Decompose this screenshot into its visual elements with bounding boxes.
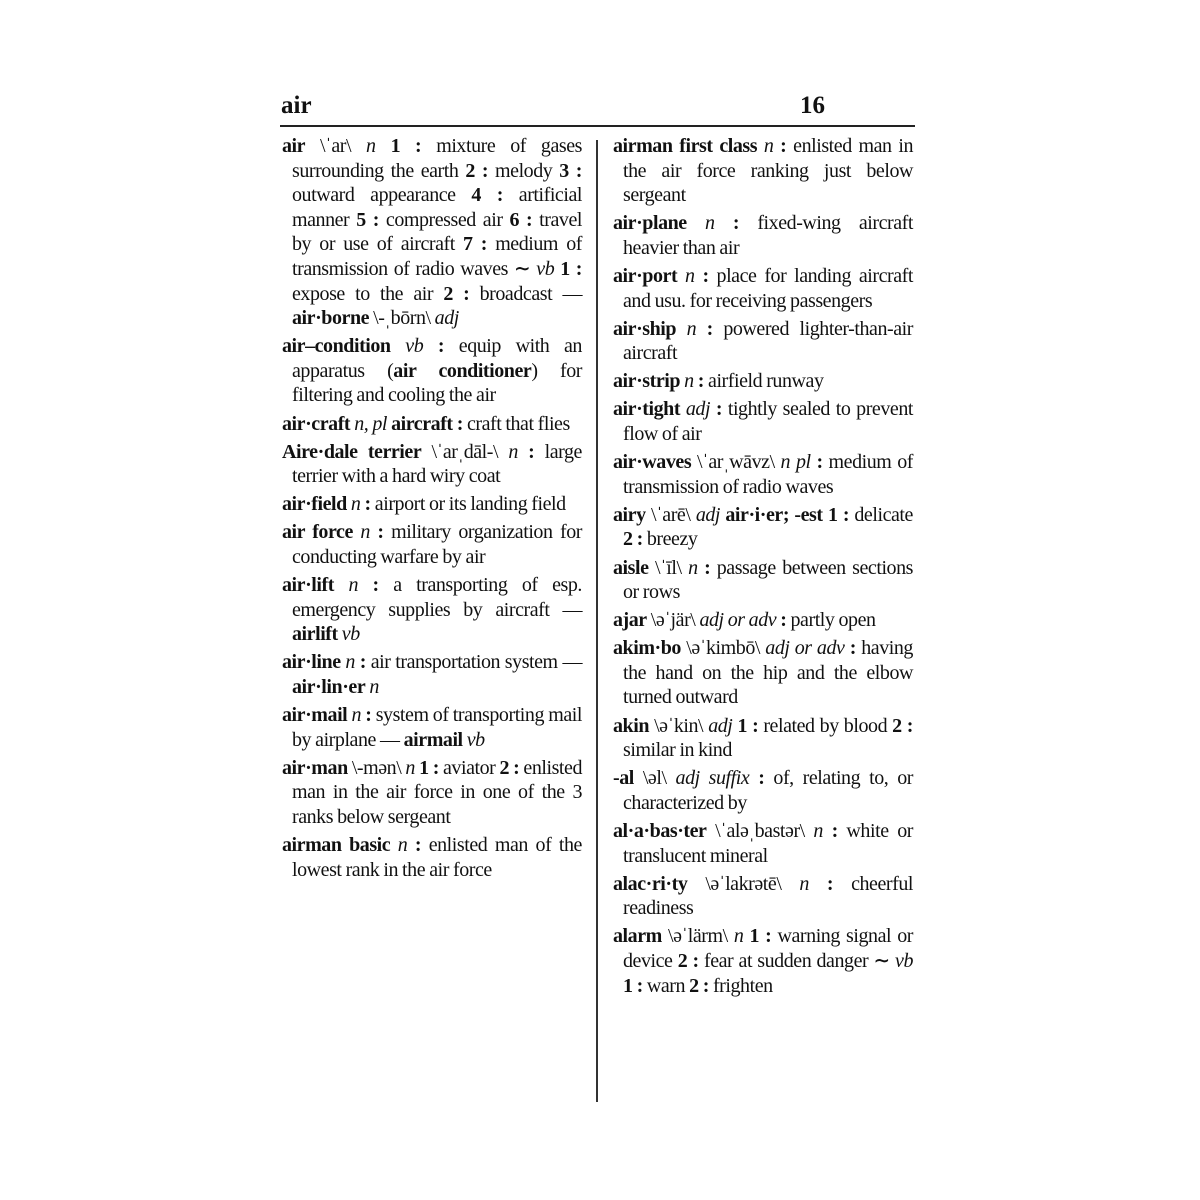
part-of-speech: adj suffix bbox=[675, 767, 750, 790]
part-of-speech: n bbox=[685, 264, 695, 287]
part-of-speech: vb bbox=[536, 257, 555, 280]
bold-text: 2 : bbox=[623, 528, 643, 551]
headword: air·plane bbox=[613, 212, 687, 235]
definition-text bbox=[391, 335, 406, 357]
definition-text: military organization for conducting warfare by air bbox=[292, 521, 582, 568]
headword: air·tight bbox=[613, 398, 681, 421]
headword: air–condition bbox=[282, 335, 391, 358]
bold-text: air·lin·er bbox=[292, 675, 366, 698]
definition-text bbox=[376, 135, 391, 157]
definition-text: \ˈīl\ bbox=[648, 556, 689, 579]
right-column bbox=[613, 134, 913, 1002]
bold-text: 2 : bbox=[689, 974, 709, 997]
bold-text: : bbox=[377, 521, 384, 544]
headword: airy bbox=[613, 503, 646, 526]
part-of-speech: vb bbox=[895, 949, 913, 972]
headword: airman basic bbox=[282, 834, 391, 857]
definition-text bbox=[407, 834, 415, 856]
bold-text: : bbox=[780, 135, 787, 157]
headword: air·ship bbox=[613, 317, 677, 340]
definition-text: similar in kind bbox=[623, 739, 732, 762]
dictionary-entry bbox=[282, 573, 582, 647]
definition-text: enlisted man in the air force ranking just below sergeant bbox=[623, 135, 914, 207]
definition-text: a transporting of esp. emergency supplies by aircraft — bbox=[292, 574, 582, 621]
definition-text: \ˈaləˌbastər\ bbox=[706, 819, 814, 842]
headword: air·man bbox=[282, 756, 348, 779]
definition-text: white or translucent mineral bbox=[623, 819, 914, 867]
dictionary-entry bbox=[282, 756, 582, 830]
part-of-speech: vb bbox=[341, 623, 360, 646]
part-of-speech: n bbox=[345, 651, 355, 674]
bold-text: 4 : bbox=[471, 184, 503, 207]
bold-text: 2 : bbox=[443, 282, 470, 305]
definition-text: craft that flies bbox=[462, 412, 570, 435]
dictionary-entry bbox=[613, 924, 913, 998]
dictionary-entry bbox=[613, 872, 913, 921]
part-of-speech: n, pl bbox=[354, 412, 388, 435]
headword: alac·ri·ty bbox=[613, 872, 688, 895]
page-number: 16 bbox=[800, 92, 825, 119]
definition-text: warning signal or device bbox=[623, 925, 913, 972]
dictionary-entry bbox=[613, 714, 913, 763]
bold-text: 2 : bbox=[892, 714, 913, 737]
part-of-speech: n bbox=[351, 704, 362, 727]
definition-text: powered lighter-than-air aircraft bbox=[623, 317, 913, 365]
bold-text: 1 : bbox=[560, 257, 582, 280]
part-of-speech: adj bbox=[708, 714, 733, 737]
part-of-speech: n bbox=[360, 521, 370, 544]
dictionary-entry bbox=[282, 833, 582, 882]
part-of-speech: n bbox=[733, 925, 744, 948]
dictionary-entry bbox=[613, 766, 913, 815]
bold-text: : bbox=[437, 335, 445, 358]
headword: airman first class bbox=[613, 135, 758, 157]
part-of-speech: n pl bbox=[780, 451, 811, 474]
headword: air force bbox=[282, 521, 353, 544]
headword: ajar bbox=[613, 609, 647, 632]
bold-text: : bbox=[715, 398, 723, 421]
part-of-speech: n bbox=[684, 370, 694, 393]
bold-text: : bbox=[364, 493, 371, 516]
dictionary-entry bbox=[613, 317, 913, 366]
definition-text: medium of transmission of radio waves bbox=[623, 451, 913, 498]
definition-text bbox=[687, 212, 705, 234]
dictionary-entry bbox=[282, 492, 582, 517]
definition-text: artificial manner bbox=[292, 184, 582, 231]
part-of-speech: n bbox=[799, 872, 809, 895]
definition-text: \əˈkimbō\ bbox=[680, 637, 766, 660]
dictionary-entry bbox=[282, 703, 582, 752]
definition-text: \-ˌbōrn\ bbox=[369, 307, 435, 330]
bold-text: 1 : bbox=[827, 503, 850, 526]
bold-text: 1 : bbox=[390, 135, 422, 157]
column-divider bbox=[596, 140, 598, 1102]
definition-text: \əl\ bbox=[633, 767, 676, 790]
dictionary-entry bbox=[613, 397, 913, 446]
definition-text bbox=[390, 834, 398, 856]
bold-text: 5 : bbox=[356, 208, 379, 231]
bold-text: 1 : bbox=[737, 714, 759, 737]
dictionary-entry bbox=[282, 334, 582, 408]
bold-text: 1 : bbox=[419, 756, 439, 779]
dictionary-entry bbox=[613, 211, 913, 260]
definition-text bbox=[423, 335, 438, 357]
bold-text: : bbox=[414, 834, 422, 857]
definition-text: tightly sealed to prevent flow of air bbox=[623, 398, 913, 446]
bold-text: 2 : bbox=[677, 949, 699, 972]
bold-text: : bbox=[831, 819, 838, 842]
definition-text: warn bbox=[642, 974, 690, 997]
definition-text: medium of transmission of radio waves bbox=[292, 233, 582, 280]
definition-text bbox=[334, 574, 349, 596]
definition-text: mixture of gases surrounding the earth bbox=[292, 135, 582, 182]
definition-text: broadcast — bbox=[469, 282, 582, 305]
dictionary-entry bbox=[613, 369, 913, 394]
bold-text: : bbox=[706, 317, 713, 340]
part-of-speech: n bbox=[763, 135, 774, 157]
bold-text: : bbox=[365, 704, 372, 727]
headword: air·lift bbox=[282, 574, 334, 597]
definition-text: airport or its landing field bbox=[370, 493, 566, 516]
definition-text bbox=[749, 767, 758, 789]
definition-text: \əˈlakrətē\ bbox=[687, 872, 800, 895]
headword: air·line bbox=[282, 651, 341, 674]
definition-text: \ˈarē\ bbox=[645, 503, 696, 526]
part-of-speech: n bbox=[366, 135, 376, 157]
bold-text: : bbox=[372, 574, 379, 597]
part-of-speech: n bbox=[705, 212, 715, 235]
part-of-speech: n bbox=[369, 675, 379, 698]
bold-text: aircraft bbox=[391, 412, 453, 435]
dictionary-entry bbox=[282, 440, 582, 489]
part-of-speech: adj bbox=[434, 307, 459, 330]
part-of-speech: adj or adv bbox=[699, 609, 777, 632]
definition-text bbox=[715, 212, 733, 234]
definition-text: melody bbox=[488, 159, 560, 182]
headword: air·field bbox=[282, 493, 347, 516]
definition-text: having the hand on the hip and the elbow turned outward bbox=[623, 637, 913, 709]
dictionary-entry bbox=[613, 134, 913, 208]
definition-text: fear at sudden danger bbox=[698, 949, 874, 972]
guide-word: air bbox=[281, 92, 312, 119]
bold-text: : bbox=[780, 609, 787, 632]
part-of-speech: n bbox=[350, 493, 361, 516]
bold-text: : bbox=[359, 651, 366, 674]
definition-text: airfield runway bbox=[703, 370, 824, 393]
definition-text: partly open bbox=[786, 609, 876, 632]
header-rule bbox=[280, 125, 915, 127]
definition-text: enlisted man of the lowest rank in the air force bbox=[292, 834, 582, 881]
headword: air·strip bbox=[613, 370, 681, 393]
headword: Aire·dale terrier bbox=[282, 440, 422, 463]
definition-text: breezy bbox=[642, 528, 698, 551]
dictionary-entry bbox=[613, 636, 913, 710]
part-of-speech: n bbox=[686, 317, 697, 340]
dictionary-entry bbox=[613, 819, 913, 868]
headword: air bbox=[282, 135, 306, 157]
bold-text: : bbox=[816, 451, 823, 474]
definition-text: \ˈar\ bbox=[305, 135, 367, 157]
bold-text: : bbox=[704, 556, 711, 579]
part-of-speech: vb bbox=[405, 335, 424, 358]
definition-text: \ˈarˌdāl-\ bbox=[421, 440, 509, 463]
headword: air·port bbox=[613, 264, 678, 287]
definition-text: aviator bbox=[438, 756, 500, 779]
bold-text: 6 : bbox=[509, 208, 533, 231]
part-of-speech: n bbox=[405, 756, 415, 779]
definition-text: travel by or use of aircraft bbox=[292, 208, 582, 256]
definition-text bbox=[676, 318, 686, 340]
definition-text: \əˈjär\ bbox=[646, 609, 700, 632]
dictionary-entry bbox=[613, 503, 913, 552]
definition-text: \-mən\ bbox=[347, 756, 406, 779]
definition-text: expose to the air bbox=[292, 282, 444, 305]
left-column bbox=[282, 134, 582, 886]
bold-text: air conditioner bbox=[393, 359, 532, 382]
definition-text: of, relating to, or characterized by bbox=[623, 767, 913, 814]
bold-text: ∼ bbox=[873, 949, 890, 972]
definition-text bbox=[358, 574, 373, 596]
bold-text: 2 : bbox=[465, 159, 489, 182]
dictionary-entry bbox=[282, 134, 582, 331]
definition-text: place for landing aircraft and usu. for receiving passengers bbox=[623, 264, 913, 312]
definition-text: enlisted man in the air force in one of the 3 ranks below sergeant bbox=[292, 756, 582, 828]
part-of-speech: vb bbox=[466, 728, 485, 751]
part-of-speech: n bbox=[813, 819, 823, 842]
definition-text: passage between sections or rows bbox=[623, 556, 913, 604]
definition-text: large terrier with a hard wiry coat bbox=[292, 440, 582, 488]
part-of-speech: n bbox=[508, 440, 518, 463]
bold-text: : bbox=[732, 212, 740, 235]
definition-text: equip with an apparatus ( bbox=[292, 335, 582, 382]
definition-text: \əˈkin\ bbox=[649, 714, 709, 737]
bold-text: airmail bbox=[403, 728, 463, 751]
definition-text: system of transporting mail by airplane — bbox=[292, 704, 582, 751]
dictionary-entry bbox=[613, 556, 913, 605]
bold-text: airlift bbox=[292, 623, 338, 646]
definition-text: outward appearance bbox=[292, 184, 472, 207]
definition-text bbox=[757, 135, 764, 157]
part-of-speech: n bbox=[688, 556, 698, 579]
headword: air·craft bbox=[282, 412, 351, 435]
part-of-speech: n bbox=[348, 574, 358, 597]
headword: akim·bo bbox=[613, 637, 681, 660]
bold-text: air·i·er; -est bbox=[725, 503, 823, 526]
dictionary-entry bbox=[613, 450, 913, 499]
bold-text: 1 : bbox=[749, 925, 772, 948]
dictionary-entry bbox=[282, 650, 582, 699]
definition-text: \əˈlärm\ bbox=[661, 925, 734, 948]
definition-text: \ˈarˌwāvz\ bbox=[691, 451, 781, 474]
bold-text: : bbox=[697, 370, 704, 393]
bold-text: 3 : bbox=[559, 159, 583, 182]
bold-text: : bbox=[528, 440, 535, 463]
definition-text bbox=[677, 265, 685, 287]
bold-text: : bbox=[456, 412, 463, 435]
definition-text bbox=[696, 318, 706, 340]
definition-text bbox=[518, 441, 528, 463]
headword: al·a·bas·ter bbox=[613, 819, 707, 842]
definition-text: delicate bbox=[849, 503, 913, 526]
dictionary-entry bbox=[613, 264, 913, 313]
definition-text: air transportation system — bbox=[365, 651, 582, 674]
headword: aisle bbox=[613, 556, 649, 579]
bold-text: : bbox=[826, 872, 834, 895]
part-of-speech: adj bbox=[695, 503, 721, 526]
definition-text: related by blood bbox=[758, 714, 893, 737]
definition-text bbox=[809, 873, 827, 895]
bold-text: air·borne bbox=[292, 307, 370, 330]
bold-text: ∼ bbox=[513, 257, 531, 280]
dictionary-entry bbox=[613, 608, 913, 633]
dictionary-entry bbox=[282, 520, 582, 569]
definition-text: cheerful readiness bbox=[623, 872, 913, 920]
dictionary-entry bbox=[282, 412, 582, 437]
bold-text: 7 : bbox=[463, 233, 487, 256]
headword: alarm bbox=[613, 925, 662, 948]
bold-text: : bbox=[702, 264, 709, 287]
definition-text: compressed air bbox=[378, 208, 510, 231]
bold-text: : bbox=[849, 637, 856, 660]
headword: air·mail bbox=[282, 704, 348, 727]
headword: akin bbox=[613, 714, 650, 737]
definition-text: fixed-wing aircraft heavier than air bbox=[623, 212, 913, 259]
bold-text: 1 : bbox=[623, 974, 643, 997]
bold-text: 2 : bbox=[499, 756, 520, 779]
part-of-speech: n bbox=[397, 834, 408, 857]
headword: air·waves bbox=[613, 451, 692, 474]
definition-text bbox=[823, 820, 832, 842]
definition-text: frighten bbox=[708, 974, 773, 997]
part-of-speech: adj bbox=[685, 398, 711, 421]
headword: -al bbox=[613, 767, 634, 790]
part-of-speech: adj or adv bbox=[765, 637, 845, 660]
bold-text: : bbox=[758, 767, 765, 790]
definition-text: ) for filtering and cooling the air bbox=[292, 359, 582, 407]
